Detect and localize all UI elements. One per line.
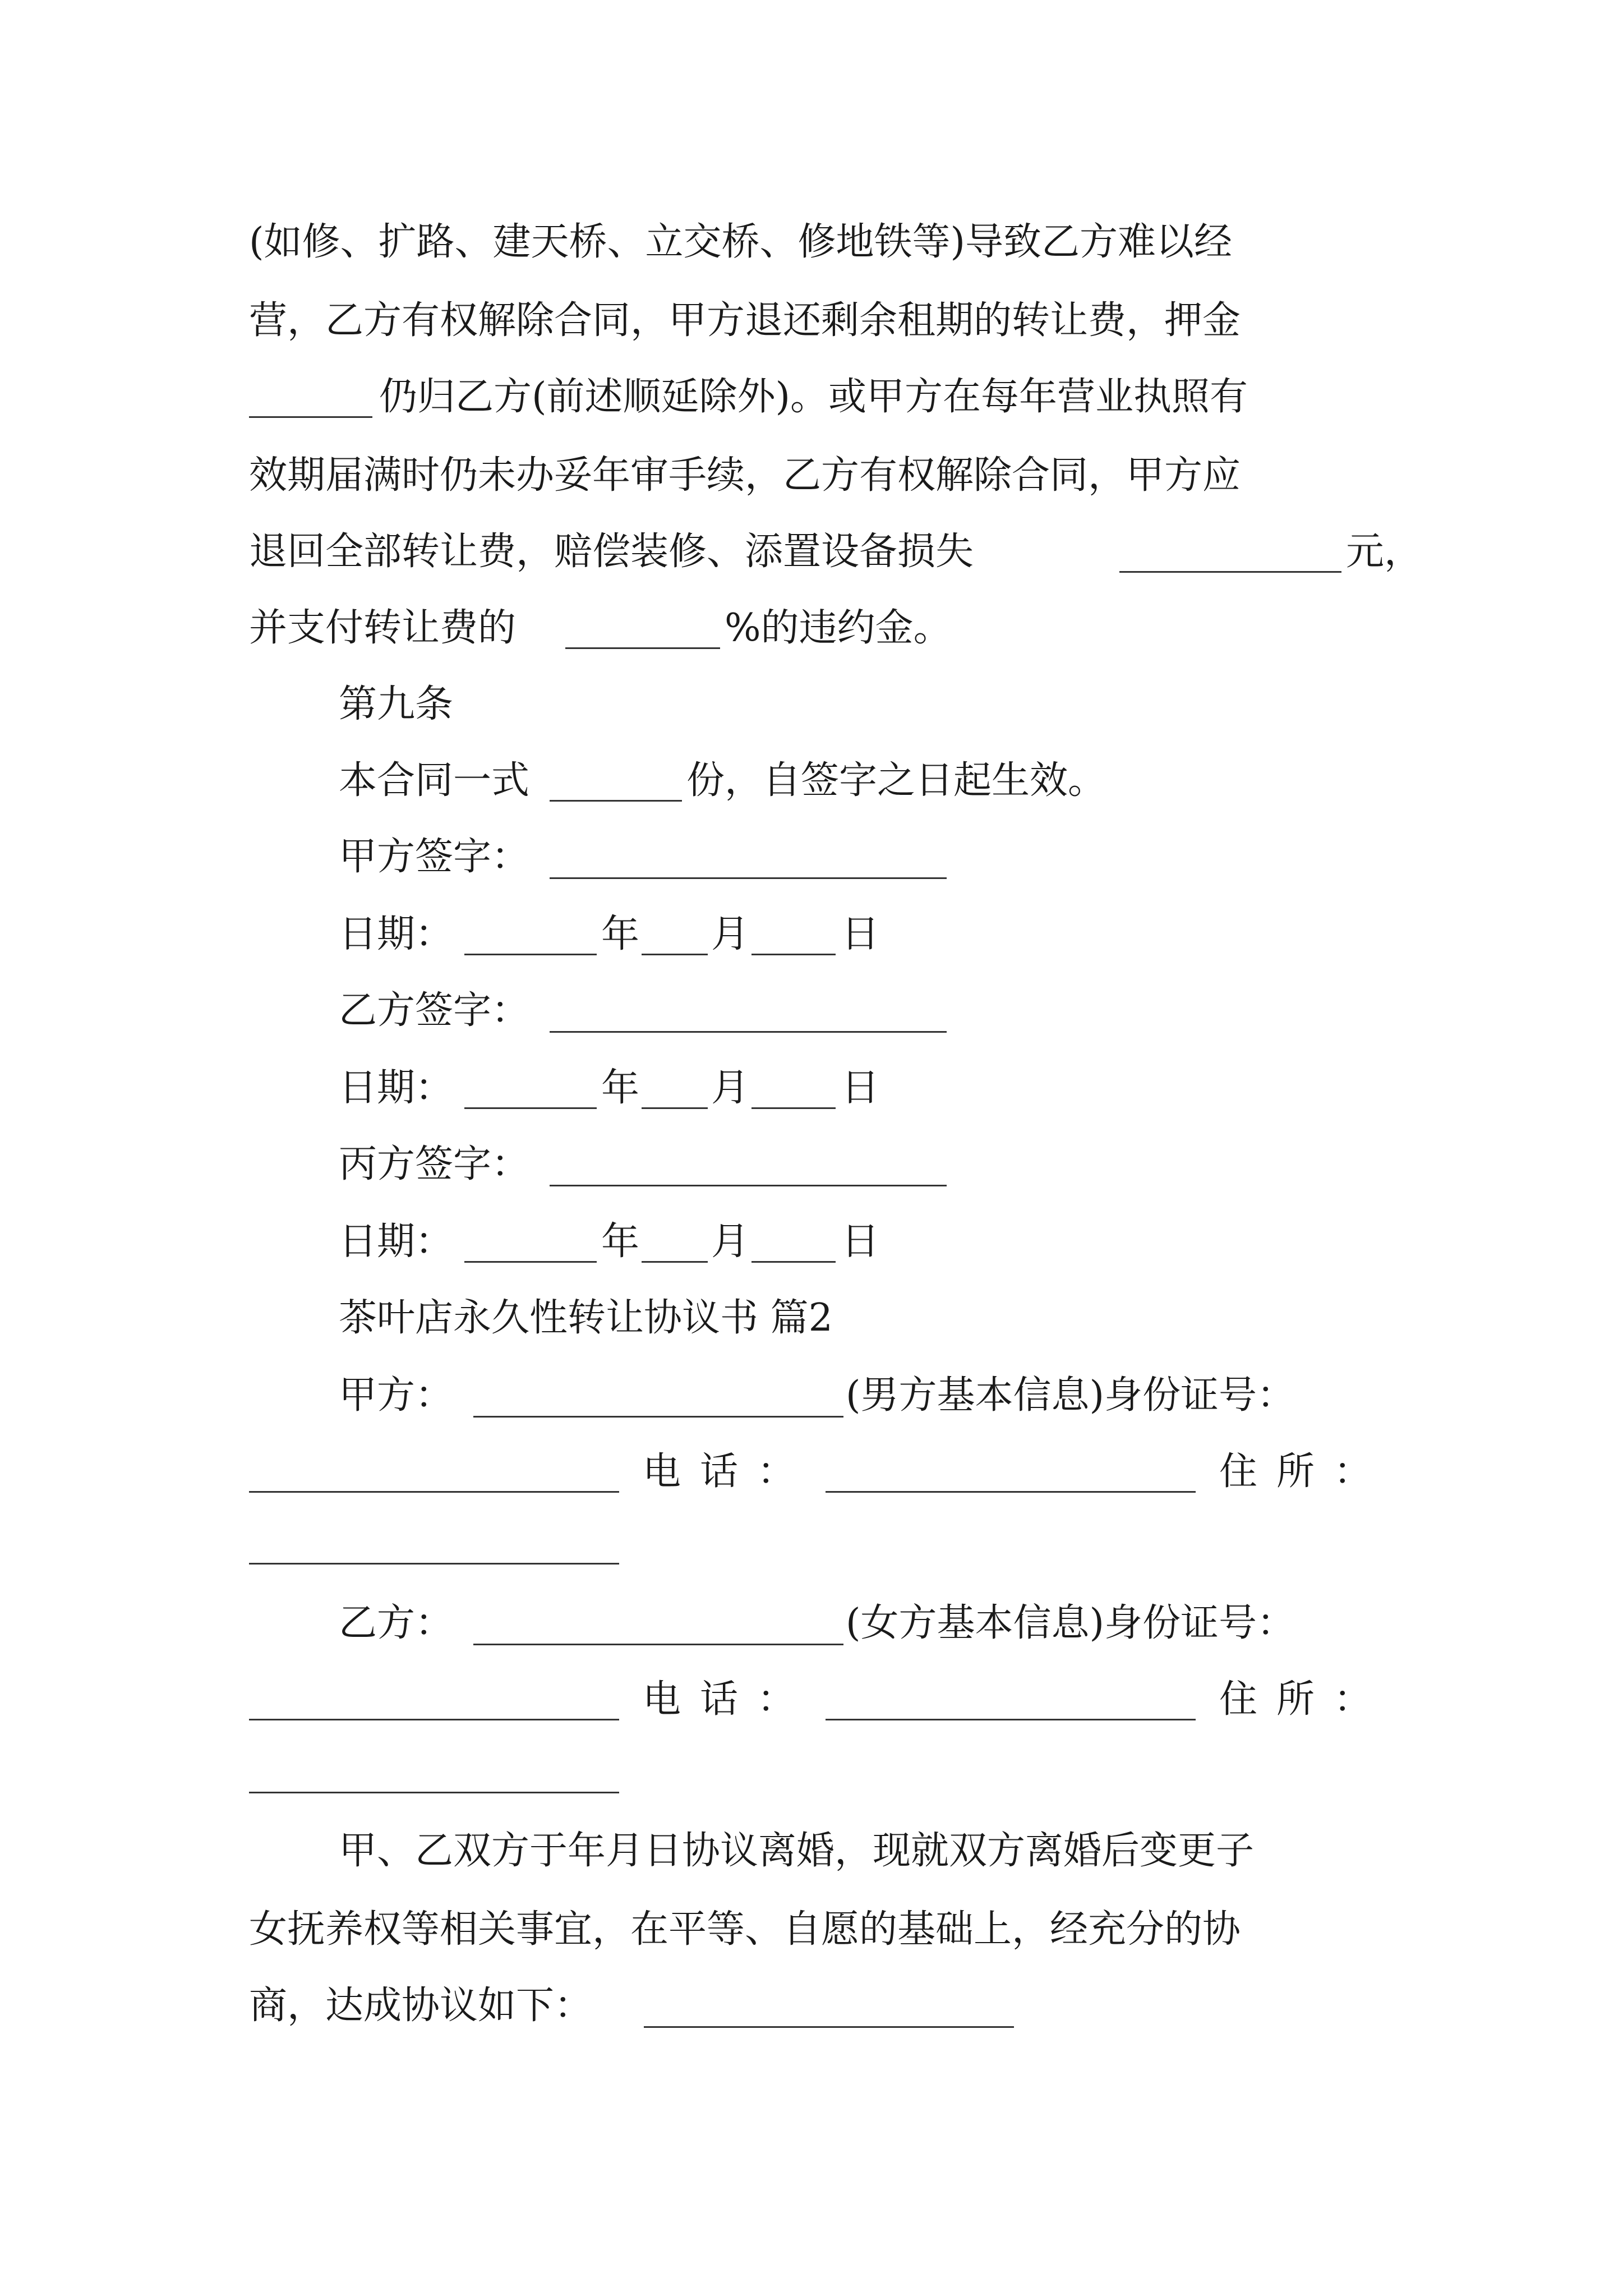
party-b-phone-blank[interactable] bbox=[826, 1719, 1196, 1720]
party-b-address-blank[interactable] bbox=[249, 1792, 619, 1793]
agreement-blank[interactable] bbox=[644, 2026, 1014, 2028]
date-label: 日期： bbox=[339, 1220, 454, 1264]
party-a-label: 甲方： bbox=[339, 1373, 454, 1418]
paragraph-text: (如修、扩路、建天桥、立交桥、修地铁等)导致乙方难以经 bbox=[249, 220, 1233, 264]
paragraph-text: 退回全部转让费，赔偿装修、添置设备损失 bbox=[249, 530, 974, 574]
paragraph-text: 本合同一式 bbox=[339, 758, 530, 803]
party-a-phone-blank[interactable] bbox=[826, 1491, 1196, 1493]
paragraph-text: 份，自签字之日起生效。 bbox=[686, 758, 1106, 803]
party-b-label: 乙方： bbox=[339, 1601, 454, 1645]
month-blank[interactable] bbox=[642, 1261, 708, 1263]
day-label: 日 bbox=[841, 1066, 880, 1110]
party-a-info: (男方基本信息)身份证号： bbox=[846, 1373, 1295, 1418]
paragraph-text: 仍归乙方(前述顺延除外)。或甲方在每年营业执照有 bbox=[379, 375, 1248, 419]
section-title: 茶叶店永久性转让协议书 篇2 bbox=[339, 1296, 833, 1340]
loss-amount-blank[interactable] bbox=[1119, 571, 1341, 573]
month-blank[interactable] bbox=[642, 954, 708, 955]
party-c-signature-label: 丙方签字： bbox=[339, 1142, 530, 1186]
paragraph-text: 并支付转让费的 bbox=[249, 606, 517, 650]
month-label: 月 bbox=[711, 1220, 750, 1264]
month-blank[interactable] bbox=[642, 1107, 708, 1109]
paragraph-text: 效期届满时仍未办妥年审手续，乙方有权解除合同，甲方应 bbox=[249, 453, 1241, 498]
party-b-signature-blank[interactable] bbox=[550, 1031, 947, 1033]
party-b-signature-label: 乙方签字： bbox=[339, 988, 530, 1033]
party-b-id-blank[interactable] bbox=[249, 1719, 619, 1720]
party-b-name-blank[interactable] bbox=[473, 1644, 843, 1645]
year-blank[interactable] bbox=[464, 1261, 597, 1263]
penalty-percent-blank[interactable] bbox=[565, 647, 720, 649]
year-blank[interactable] bbox=[464, 1107, 597, 1109]
party-a-name-blank[interactable] bbox=[473, 1416, 843, 1418]
address-label: 住所： bbox=[1219, 1677, 1391, 1722]
party-a-address-blank[interactable] bbox=[249, 1563, 619, 1565]
day-label: 日 bbox=[841, 1220, 880, 1264]
year-label: 年 bbox=[601, 912, 640, 956]
paragraph-text: 女抚养权等相关事宜，在平等、自愿的基础上，经充分的协 bbox=[249, 1907, 1241, 1952]
paragraph-text: 商，达成协议如下： bbox=[249, 1984, 593, 2028]
paragraph-text: %的违约金。 bbox=[725, 606, 952, 650]
paragraph-text: 元， bbox=[1346, 530, 1423, 574]
party-b-info: (女方基本信息)身份证号： bbox=[846, 1601, 1295, 1645]
year-label: 年 bbox=[601, 1066, 640, 1110]
day-blank[interactable] bbox=[751, 954, 836, 955]
date-label: 日期： bbox=[339, 1066, 454, 1110]
article-heading: 第九条 bbox=[339, 682, 454, 726]
month-label: 月 bbox=[711, 912, 750, 956]
paragraph-text: 营，乙方有权解除合同，甲方退还剩余租期的转让费，押金 bbox=[249, 298, 1241, 343]
phone-label: 电话： bbox=[643, 1677, 815, 1722]
date-label: 日期： bbox=[339, 912, 454, 956]
paragraph-text: 甲、乙双方于年月日协议离婚，现就双方离婚后变更子 bbox=[339, 1829, 1255, 1873]
party-a-id-blank[interactable] bbox=[249, 1491, 619, 1493]
day-blank[interactable] bbox=[751, 1261, 836, 1263]
day-blank[interactable] bbox=[751, 1107, 836, 1109]
year-label: 年 bbox=[601, 1220, 640, 1264]
month-label: 月 bbox=[711, 1066, 750, 1110]
deposit-blank[interactable] bbox=[249, 416, 372, 418]
day-label: 日 bbox=[841, 912, 880, 956]
address-label: 住所： bbox=[1219, 1450, 1391, 1494]
party-c-signature-blank[interactable] bbox=[550, 1185, 947, 1186]
phone-label: 电话： bbox=[643, 1450, 815, 1494]
party-a-signature-blank[interactable] bbox=[550, 877, 947, 879]
party-a-signature-label: 甲方签字： bbox=[339, 835, 530, 879]
copies-blank[interactable] bbox=[550, 800, 682, 802]
year-blank[interactable] bbox=[464, 954, 597, 955]
